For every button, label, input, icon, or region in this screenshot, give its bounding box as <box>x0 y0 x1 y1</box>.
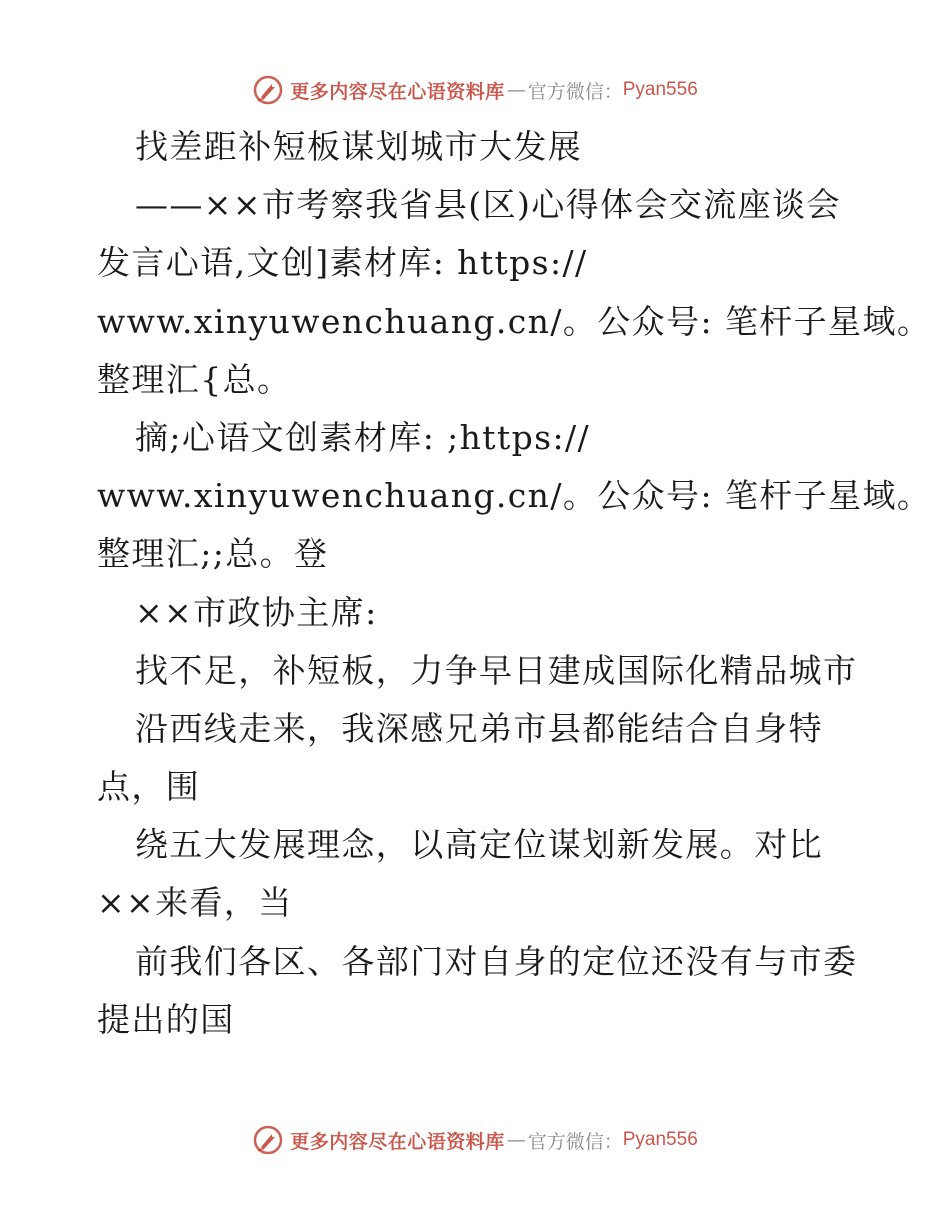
doc-paragraph-line: 点，围 <box>97 767 201 807</box>
doc-heading: 找不足，补短板，力争早日建成国际化精品城市 <box>135 650 858 690</box>
header-wechat-label: 官方微信： <box>527 80 623 103</box>
pen-nib-logo-icon <box>252 1124 284 1156</box>
header-watermark-text: 更多内容尽在心语资料库 <box>290 80 505 103</box>
doc-line: 整理汇;;总。登 <box>97 534 329 574</box>
footer-watermark <box>0 1120 950 1160</box>
doc-title: 找差距补短板谋划城市大发展 <box>135 127 583 166</box>
doc-speaker: ××市政协主席: <box>135 592 378 632</box>
document-body <box>97 118 932 1049</box>
footer-dash: — <box>506 1129 526 1151</box>
doc-paragraph-line: 提出的国 <box>97 999 235 1039</box>
doc-subtitle: ——××市考察我省县(区)心得体会交流座谈会 <box>135 185 841 225</box>
pen-nib-logo-icon <box>252 74 284 106</box>
footer-watermark-text: 更多内容尽在心语资料库 <box>290 1130 505 1153</box>
doc-line: 发言心语,文创]素材库: https:// <box>97 243 588 283</box>
doc-line: www.xinyuwenchuang.cn/。公众号: 笔杆子星域。 <box>97 476 932 516</box>
header-watermark <box>0 70 950 110</box>
doc-line: www.xinyuwenchuang.cn/。公众号: 笔杆子星域。 <box>97 301 932 341</box>
header-dash: — <box>506 79 526 101</box>
footer-wechat-id: Pyan556 <box>622 1129 698 1150</box>
doc-paragraph-line: 绕五大发展理念，以高定位谋划新发展。对比 <box>135 825 823 865</box>
doc-line: 摘;心语文创素材库: ;https:// <box>135 417 591 457</box>
doc-paragraph-line: ××来看，当 <box>97 883 293 923</box>
doc-line: 整理汇{总。 <box>97 359 292 399</box>
doc-paragraph-line: 沿西线走来，我深感兄弟市县都能结合自身特 <box>135 708 823 748</box>
header-wechat-id: Pyan556 <box>622 79 698 100</box>
doc-paragraph-line: 前我们各区、各部门对自身的定位还没有与市委 <box>135 941 858 981</box>
footer-wechat-label: 官方微信： <box>527 1130 623 1153</box>
